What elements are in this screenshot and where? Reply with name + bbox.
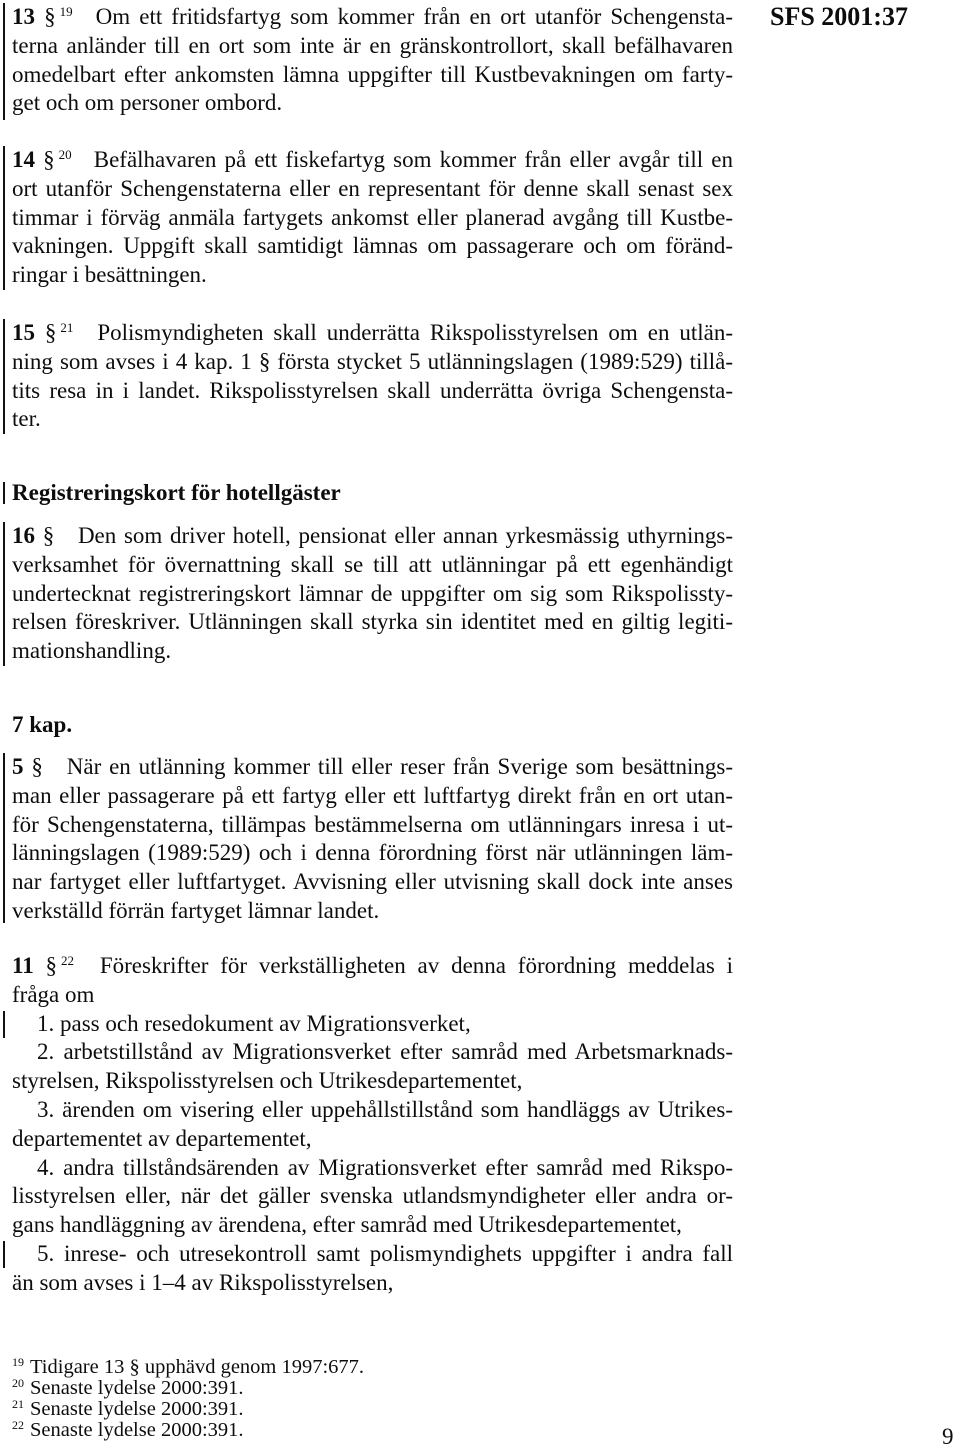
list-item: 3. ärenden om visering eller uppehållstillstånd som handläggs av Utrikes- (37, 1096, 733, 1122)
section-number: 16 (12, 523, 35, 548)
text-line: departementet av departementet, (12, 1125, 312, 1151)
text-line: tits resa in i landet. Rikspolisstyrelsen skall underrätta övriga Schengensta- (12, 377, 733, 403)
footnote: $^{22}$ Senaste lydelse 2000:391. (12, 1418, 244, 1441)
text-line: ringar i besättningen. (12, 262, 207, 288)
change-bar (3, 753, 5, 923)
section-sign: § (44, 4, 56, 29)
section-11 (12, 952, 733, 1298)
text-line (12, 319, 733, 348)
change-bar (3, 1241, 5, 1268)
text-line: verkställd förrän fartyget lämnar landet. (12, 897, 380, 923)
line-text: Polismyndigheten skall underrätta Rikspolisstyrelsen om en utlän- (97, 320, 734, 345)
footnote: $^{21}$ Senaste lydelse 2000:391. (12, 1397, 244, 1420)
footnote-text: Senaste lydelse 2000:391. (30, 1419, 244, 1441)
change-bar (3, 482, 5, 504)
text-line: omedelbart efter ankomsten lämna uppgifter till Kustbevakningen om farty- (12, 61, 733, 87)
footnote-ref: 22 (61, 953, 75, 968)
text-line: gans handläggning av ärendena, efter samråd med Utrikesdepartementet, (12, 1212, 682, 1238)
text-line (12, 522, 733, 551)
text-line: terna anländer till en ort som inte är en gränskontrollort, skall befälhavaren (12, 32, 733, 58)
change-bar (3, 319, 5, 434)
text-line: ter. (12, 406, 41, 432)
change-bar (3, 146, 5, 290)
list-item: 4. andra tillståndsärenden av Migrationsverket efter samråd med Rikspo- (37, 1154, 733, 1180)
line-text: Befälhavaren på ett fiskefartyg som kommer från eller avgår till en (93, 147, 734, 172)
text-line (12, 3, 733, 32)
footnote-ref: 19 (59, 4, 73, 19)
text-line: fråga om (12, 981, 95, 1007)
section-sign: § (31, 754, 43, 779)
text-line: vakningen. Uppgift skall samtidigt lämnas om passagerare och om föränd- (12, 233, 733, 259)
footnote-text: Tidigare 13 § upphävd genom 1997:677. (30, 1356, 365, 1378)
text-line: nar fartyget eller luftfartyget. Avvisning eller utvisning skall dock inte anses (12, 869, 733, 895)
sfs-number-header: SFS 2001:37 (770, 2, 908, 31)
section-16 (12, 522, 733, 666)
text-line: ort utanför Schengenstaterna eller en representant för denne skall senast sex (12, 175, 733, 201)
footnote-text: Senaste lydelse 2000:391. (30, 1398, 244, 1420)
change-bar (3, 3, 5, 120)
text-line: för Schengenstaterna, tillämpas bestämmelserna om utlänningars inresa i ut- (12, 811, 733, 837)
section-14 (12, 146, 733, 290)
section-sign: § (44, 320, 57, 345)
section-5 (12, 753, 733, 926)
list-item: 5. inrese- och utresekontroll samt polismyndighets uppgifter i andra fall (37, 1240, 733, 1266)
text-line: mationshandling. (12, 638, 172, 664)
section-heading: Registreringskort för hotellgäster (12, 480, 341, 505)
text-line (12, 952, 733, 981)
section-number: 14 (12, 147, 35, 172)
footnote-ref: 21 (60, 320, 74, 335)
page-number: 9 (942, 1424, 954, 1449)
section-sign: § (43, 147, 55, 172)
text-line: undertecknat registreringskort lämnar de uppgifter om sig som Rikspolissty- (12, 580, 733, 606)
change-bar (3, 522, 5, 666)
text-line: än som avses i 1–4 av Rikspolisstyrelsen, (12, 1269, 394, 1295)
text-line (12, 753, 733, 782)
text-line: styrelsen, Rikspolisstyrelsen och Utrikesdepartementet, (12, 1068, 523, 1094)
list-item: 2. arbetstillstånd av Migrationsverket efter samråd med Arbetsmarknads- (37, 1039, 733, 1065)
section-sign: § (45, 953, 58, 978)
text-line: get och om personer ombord. (12, 90, 283, 116)
text-line: man eller passagerare på ett fartyg eller ett luftfartyg direkt från en ort utan- (12, 782, 733, 808)
line-text: Föreskrifter för verkställigheten av denna förordning meddelas i (99, 953, 734, 978)
footnote: $^{20}$ Senaste lydelse 2000:391. (12, 1376, 244, 1399)
text-line: länningslagen (1989:529) och i denna förordning först när utlänningen läm- (12, 840, 733, 866)
chapter-heading: 7 kap. (12, 712, 73, 737)
section-number: 13 (12, 4, 35, 29)
section-number: 11 (12, 953, 34, 978)
change-bar (3, 1011, 5, 1038)
text-line: lisstyrelsen eller, när det gäller svenska utlandsmyndigheter eller andra or- (12, 1183, 733, 1209)
line-text: Den som driver hotell, pensionat eller annan yrkesmässig uthyrnings- (77, 523, 734, 548)
line-text: När en utlänning kommer till eller reser från Sverige som besättnings- (66, 754, 734, 779)
text-line: relsen föreskriver. Utlänningen skall styrka sin identitet med en giltig legiti- (12, 609, 733, 635)
text-line (12, 146, 733, 175)
text-line: ning som avses i 4 kap. 1 § första stycket 5 utlänningslagen (1989:529) tillå- (12, 348, 733, 374)
section-13 (12, 3, 733, 118)
section-15 (12, 319, 733, 434)
text-line: timmar i förväg anmäla fartygets ankomst eller planerad avgång till Kustbe- (12, 204, 733, 230)
text-line: verksamhet för övernattning skall se till att utlänningar på ett egenhändigt (12, 551, 733, 577)
footnotes (12, 1357, 712, 1441)
footnote: $^{19}$ Tidigare 13 § upphävd genom 1997:677. (12, 1355, 365, 1378)
footnote-text: Senaste lydelse 2000:391. (30, 1377, 244, 1399)
list-item: 1. pass och resedokument av Migrationsverket, (37, 1010, 471, 1036)
section-number: 5 (12, 754, 24, 779)
section-sign: § (42, 523, 55, 548)
section-number: 15 (12, 320, 35, 345)
footnote-ref: 20 (58, 147, 72, 162)
line-text: Om ett fritidsfartyg som kommer från en ort utanför Schengensta- (95, 4, 733, 29)
